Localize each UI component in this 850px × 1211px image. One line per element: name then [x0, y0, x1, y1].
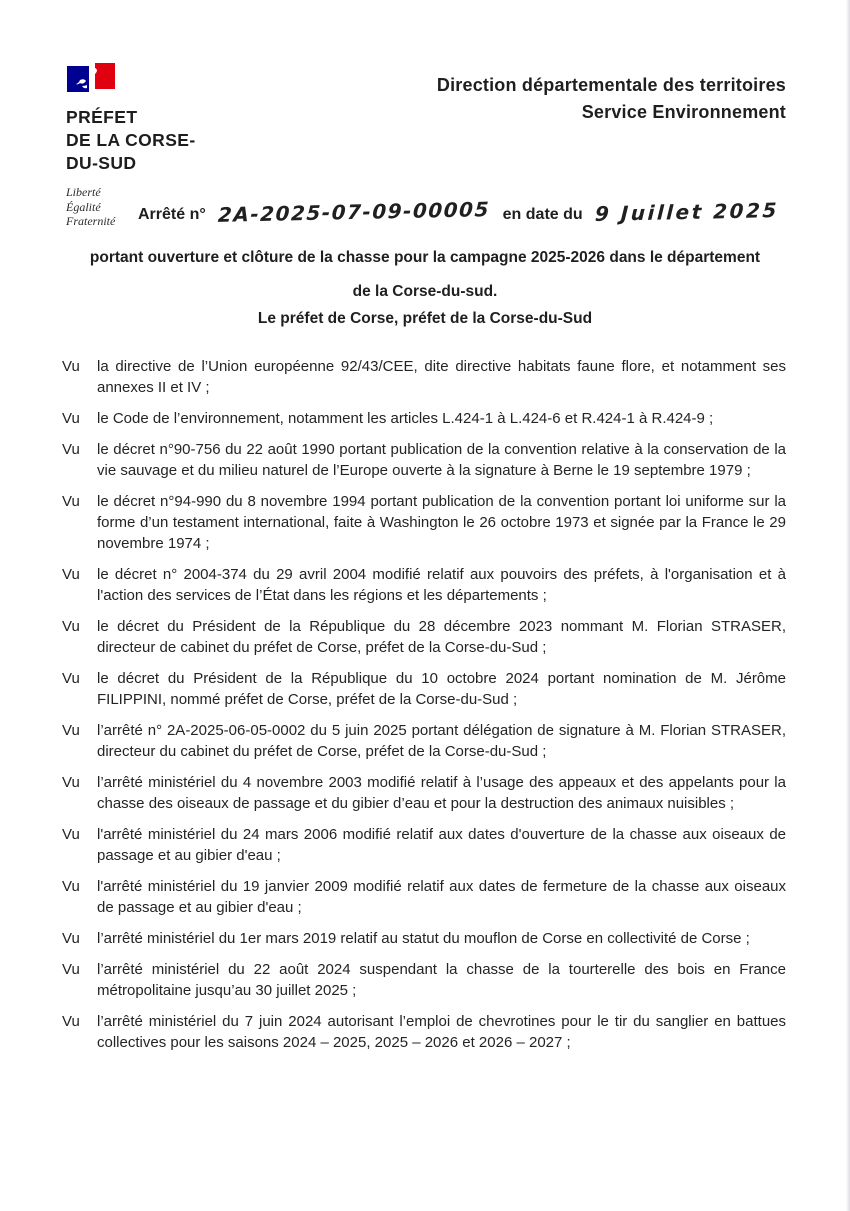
visa-text: la directive de l’Union européenne 92/43/CEE, dite directive habitats faune flore, et notamment ses annexes II et IV ; — [97, 358, 786, 396]
prefect-name-line: DE LA CORSE- — [66, 130, 196, 150]
visa-text: l’arrêté n° 2A-2025-06-05-0002 du 5 juin 2025 portant délégation de signature à M. Florian STRASER, directeur du cabinet du préfet de Corse, préfet de la Corse-du-Sud ; — [97, 722, 786, 760]
visa-item — [62, 959, 786, 1001]
visa-item — [62, 616, 786, 658]
issuing-service-header — [437, 72, 786, 126]
visa-text: le décret du Président de la République du 10 octobre 2024 portant nomination de M. Jérôme FILIPPINI, nommé préfet de Corse, préfet de la Corse-du-Sud ; — [97, 670, 786, 708]
visa-label: Vu — [62, 566, 80, 583]
decree-date-connector: en date du — [502, 206, 583, 223]
motto-line: Liberté — [66, 185, 101, 199]
visa-label: Vu — [62, 493, 80, 510]
french-flag-icon — [66, 62, 118, 96]
visa-item — [62, 408, 786, 429]
visa-label: Vu — [62, 618, 80, 635]
visa-text: le décret n°94-990 du 8 novembre 1994 portant publication de la convention portant loi uniforme sur la forme d’un testament international, faite à Washington le 26 octobre 1973 et signée par la France le 29 novembre 1974 ; — [97, 493, 786, 552]
visa-label: Vu — [62, 410, 80, 427]
visa-text: l'arrêté ministériel du 24 mars 2006 modifié relatif aux dates d'ouverture de la chasse aux oiseaux de passage et au gibier d'eau ; — [97, 826, 786, 864]
visa-text: le décret n°90-756 du 22 août 1990 portant publication de la convention relative à la conservation de la vie sauvage et du milieu naturel de l’Europe ouverte à la signature à Berne le 19 septembre 1979 ; — [97, 441, 786, 479]
visa-item — [62, 491, 786, 554]
visa-text: l'arrêté ministériel du 19 janvier 2009 modifié relatif aux dates de fermeture de la chasse aux oiseaux de passage et au gibier d'eau ; — [97, 878, 786, 916]
visa-label: Vu — [62, 722, 80, 739]
service-line-direction: Direction départementale des territoires — [436, 75, 786, 95]
visa-text: l’arrêté ministériel du 22 août 2024 suspendant la chasse de la tourterelle des bois en France métropolitaine jusqu’au 30 juillet 2025 ; — [97, 961, 786, 999]
decree-subject-line1: portant ouverture et clôture de la chasse pour la campagne 2025-2026 dans le département — [89, 249, 761, 266]
visa-item — [62, 824, 786, 866]
visa-text: l’arrêté ministériel du 7 juin 2024 autorisant l’emploi de chevrotines pour le tir du sanglier en battues collectives pour les saisons 2024 – 2025, 2025 – 2026 et 2026 – 2027 ; — [97, 1013, 786, 1051]
decree-number-handwritten: 2A-2025-07-09-00005 — [217, 197, 491, 227]
visa-text: le Code de l’environnement, notamment les articles L.424-1 à L.424-6 et R.424-1 à R.424-9 ; — [97, 410, 714, 427]
visa-text: le décret n° 2004-374 du 29 avril 2004 modifié relatif aux pouvoirs des préfets, à l'organisation et à l'action des services de l’État dans les régions et les départements ; — [97, 566, 786, 604]
visa-label: Vu — [62, 441, 80, 458]
decree-issuer: Le préfet de Corse, préfet de la Corse-du-Sud — [257, 310, 593, 327]
visa-label: Vu — [62, 774, 80, 791]
visa-item — [62, 356, 786, 398]
motto-line: Fraternité — [66, 214, 116, 228]
decree-number-line — [95, 197, 830, 227]
visa-label: Vu — [62, 1013, 80, 1030]
visa-item — [62, 1011, 786, 1053]
visa-item — [62, 720, 786, 762]
motto-line: Égalité — [66, 199, 101, 214]
decree-date-handwritten: 9 Juillet 2025 — [594, 198, 780, 226]
service-line-environnement: Service Environnement — [581, 102, 786, 122]
visa-item — [62, 928, 786, 949]
decree-prefix: Arrêté n° — [137, 206, 206, 223]
visa-label: Vu — [62, 878, 80, 895]
visa-list — [62, 356, 786, 1063]
prefect-name — [66, 106, 296, 175]
visa-text: le décret du Président de la République du 28 décembre 2023 nommant M. Florian STRASER, directeur de cabinet du préfet de Corse, préfet de la Corse-du-Sud ; — [97, 618, 786, 656]
visa-item — [62, 668, 786, 710]
scan-edge-shadow — [846, 0, 850, 1211]
visa-label: Vu — [62, 358, 80, 375]
visa-label: Vu — [62, 930, 80, 947]
prefect-name-line: DU-SUD — [66, 153, 137, 173]
visa-item — [62, 876, 786, 918]
visa-text: l’arrêté ministériel du 1er mars 2019 relatif au statut du mouflon de Corse en collectivité de Corse ; — [97, 930, 750, 947]
visa-text: l’arrêté ministériel du 4 novembre 2003 modifié relatif à l’usage des appeaux et des appelants pour la chasse des oiseaux de passage et du gibier d’eau et pour la destruction des animaux nuisibles ; — [97, 774, 786, 812]
prefect-name-line: PRÉFET — [66, 107, 138, 127]
decree-subject-line2: de la Corse-du-sud. — [352, 283, 498, 300]
visa-label: Vu — [62, 961, 80, 978]
visa-label: Vu — [62, 670, 80, 687]
visa-item — [62, 564, 786, 606]
visa-label: Vu — [62, 826, 80, 843]
visa-item — [62, 772, 786, 814]
visa-item — [62, 439, 786, 481]
